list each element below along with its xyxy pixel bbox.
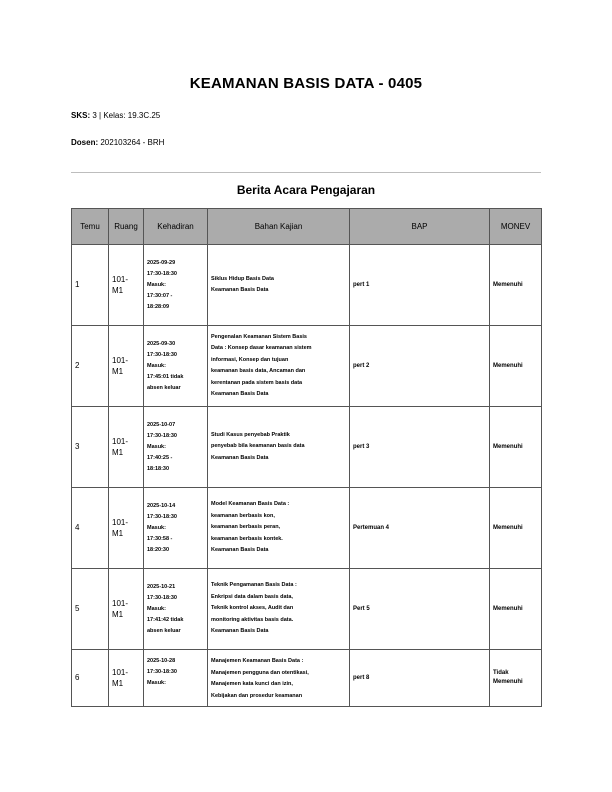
cell-ruang — [109, 326, 144, 407]
cell-temu: 6 — [72, 650, 109, 707]
cell-bahan-kajian-line: Studi Kasus penyebab Praktik — [211, 431, 290, 438]
cell-ruang-line: M1 — [112, 610, 124, 619]
col-header-monev: MONEV — [490, 209, 542, 245]
cell-kehadiran-line: 2025-10-21 — [147, 583, 176, 590]
cell-monev — [490, 407, 542, 488]
cell-kehadiran — [144, 245, 208, 326]
sks-label: SKS: — [71, 111, 91, 120]
cell-monev — [490, 245, 542, 326]
cell-bahan-kajian — [208, 650, 350, 707]
cell-monev — [490, 650, 542, 707]
cell-temu: 4 — [72, 488, 109, 569]
cell-bahan-kajian-line: Pengenalan Keamanan Sistem Basis — [211, 333, 307, 340]
cell-bahan-kajian-line: Keamanan Basis Data — [211, 287, 269, 293]
cell-ruang-line: 101- — [112, 518, 129, 527]
cell-bahan-kajian-line: monitoring aktivitas basis data. — [211, 616, 294, 623]
cell-temu: 2 — [72, 326, 109, 407]
table-row — [72, 245, 542, 326]
cell-bahan-kajian-line: Keamanan Basis Data — [211, 454, 269, 461]
cell-ruang — [109, 488, 144, 569]
dosen-label: Dosen: — [71, 138, 99, 147]
cell-kehadiran-line: absen keluar — [147, 384, 181, 391]
cell-bahan-kajian-line: Teknik kontrol akses, Audit dan — [211, 605, 294, 612]
cell-temu: 3 — [72, 407, 109, 488]
cell-bap: pert 8 — [350, 650, 490, 707]
cell-bahan-kajian-line: Model Keamanan Basis Data : — [211, 501, 290, 508]
cell-ruang-line: 101- — [112, 599, 129, 608]
cell-kehadiran — [144, 326, 208, 407]
cell-monev — [490, 488, 542, 569]
cell-kehadiran-line: 18:20:30 — [147, 546, 170, 553]
page-title: KEAMANAN BASIS DATA - 0405 — [189, 75, 423, 92]
col-header-bap: BAP — [350, 209, 490, 245]
cell-bap: Pert 5 — [350, 569, 490, 650]
cell-kehadiran-line: 2025-10-07 — [147, 421, 176, 428]
cell-monev-line: Memenuhi — [493, 362, 523, 369]
cell-bahan-kajian — [208, 488, 350, 569]
cell-bahan-kajian-line: Enkripsi data dalam basis data, — [211, 593, 293, 600]
cell-bahan-kajian-line: keamanan basis data, Ancaman dan — [211, 368, 306, 374]
cell-kehadiran-line: Masuk: — [147, 443, 166, 450]
cell-kehadiran-line: 17:30-18:30 — [147, 270, 177, 277]
cell-ruang-line: M1 — [112, 367, 124, 376]
sks-kelas-value: 3 | Kelas: 19.3C.25 — [92, 111, 161, 120]
cell-bahan-kajian-line: kerentanan pada sistem basis data — [211, 379, 303, 386]
cell-kehadiran — [144, 488, 208, 569]
cell-kehadiran-line: 2025-09-30 — [147, 340, 176, 347]
cell-kehadiran-line: Masuk: — [147, 281, 166, 288]
cell-ruang — [109, 407, 144, 488]
cell-ruang-line: 101- — [112, 356, 129, 365]
cell-ruang-line: 101- — [112, 275, 129, 284]
cell-ruang-line: M1 — [112, 679, 124, 688]
cell-kehadiran — [144, 569, 208, 650]
cell-bahan-kajian-line: keamanan berbasis peran, — [211, 524, 281, 531]
divider — [71, 172, 541, 173]
cell-monev-line: Memenuhi — [493, 679, 523, 685]
cell-kehadiran-line: 17:30-18:30 — [147, 513, 177, 520]
cell-kehadiran-line: Masuk: — [147, 524, 166, 531]
cell-bap: Pertemuan 4 — [350, 488, 490, 569]
cell-kehadiran-line: 17:30:58 - — [147, 535, 173, 542]
cell-kehadiran-line: 17:30-18:30 — [147, 351, 177, 358]
cell-ruang-line: M1 — [112, 448, 124, 457]
cell-temu: 5 — [72, 569, 109, 650]
col-header-bahan-kajian: Bahan Kajian — [208, 209, 350, 245]
cell-kehadiran-line: 18:28:09 — [147, 303, 170, 310]
cell-monev-line: Tidak — [493, 670, 509, 676]
cell-bahan-kajian-line: Manajemen pengguna dan otentikasi, — [211, 669, 309, 676]
dosen-line — [71, 138, 164, 147]
table-row — [72, 488, 542, 569]
table-row — [72, 407, 542, 488]
cell-bahan-kajian-line: informasi, Konsep dan tujuan — [211, 356, 289, 363]
cell-bahan-kajian-line: Teknik Pengamanan Basis Data : — [211, 582, 297, 589]
cell-ruang — [109, 569, 144, 650]
cell-kehadiran — [144, 407, 208, 488]
cell-kehadiran-line: 17:30-18:30 — [147, 432, 177, 439]
cell-kehadiran-line: 17:41:42 tidak — [147, 616, 184, 623]
section-title: Berita Acara Pengajaran — [236, 183, 376, 197]
cell-kehadiran — [144, 650, 208, 707]
col-header-temu: Temu — [72, 209, 109, 245]
cell-bahan-kajian-line: Keamanan Basis Data — [211, 628, 269, 635]
sks-kelas-line — [71, 111, 160, 120]
cell-bahan-kajian — [208, 245, 350, 326]
table-row — [72, 569, 542, 650]
cell-ruang — [109, 245, 144, 326]
table-body — [72, 245, 542, 707]
cell-ruang-line: 101- — [112, 668, 129, 677]
cell-kehadiran-line: 2025-10-14 — [147, 502, 176, 509]
table-row — [72, 326, 542, 407]
cell-ruang-line: 101- — [112, 437, 129, 446]
cell-bahan-kajian-line: penyebab bila keamanan basis data — [211, 443, 305, 450]
cell-bahan-kajian-line: Data : Konsep dasar keamanan sistem — [211, 345, 312, 351]
cell-bahan-kajian — [208, 569, 350, 650]
cell-kehadiran-line: Masuk: — [147, 680, 166, 686]
cell-bahan-kajian-line: Manajemen kata kunci dan izin, — [211, 681, 293, 687]
dosen-value: 202103264 - BRH — [100, 138, 165, 147]
cell-monev-line: Memenuhi — [493, 605, 523, 612]
bap-table — [71, 208, 542, 707]
cell-kehadiran-line: Masuk: — [147, 605, 166, 612]
cell-bahan-kajian — [208, 407, 350, 488]
cell-bahan-kajian-line: Keamanan Basis Data — [211, 547, 269, 554]
cell-monev-line: Memenuhi — [493, 443, 523, 450]
cell-kehadiran-line: absen keluar — [147, 627, 181, 634]
cell-temu: 1 — [72, 245, 109, 326]
cell-bahan-kajian-line: Siklus Hidup Basis Data — [211, 275, 274, 282]
cell-kehadiran-line: 17:40:25 - — [147, 454, 173, 461]
cell-kehadiran-line: 17:45:01 tidak — [147, 373, 184, 380]
cell-kehadiran-line: 17:30-18:30 — [147, 669, 177, 675]
cell-bahan-kajian-line: keamanan berbasis kontek. — [211, 535, 283, 542]
cell-bahan-kajian-line: Kebijakan dan prosedur keamanan — [211, 692, 303, 699]
cell-kehadiran-line: 17:30-18:30 — [147, 594, 177, 601]
cell-bahan-kajian — [208, 326, 350, 407]
cell-bap: pert 2 — [350, 326, 490, 407]
cell-ruang-line: M1 — [112, 286, 124, 295]
cell-monev-line: Memenuhi — [493, 281, 523, 288]
cell-kehadiran-line: 18:18:30 — [147, 465, 170, 472]
table-header-row — [72, 209, 542, 245]
cell-ruang — [109, 650, 144, 707]
cell-bahan-kajian-line: Keamanan Basis Data — [211, 391, 269, 397]
cell-monev — [490, 326, 542, 407]
cell-kehadiran-line: 2025-09-29 — [147, 259, 176, 266]
cell-ruang-line: M1 — [112, 529, 124, 538]
cell-bahan-kajian-line: Manajemen Keamanan Basis Data : — [211, 658, 304, 664]
cell-bap: pert 3 — [350, 407, 490, 488]
col-header-ruang: Ruang — [109, 209, 144, 245]
table-row — [72, 650, 542, 707]
cell-monev — [490, 569, 542, 650]
cell-bap: pert 1 — [350, 245, 490, 326]
cell-kehadiran-line: 17:30:07 - — [147, 292, 173, 299]
cell-bahan-kajian-line: keamanan berbasis kon, — [211, 512, 275, 519]
cell-kehadiran-line: Masuk: — [147, 362, 166, 369]
col-header-kehadiran: Kehadiran — [144, 209, 208, 245]
cell-kehadiran-line: 2025-10-28 — [147, 658, 176, 664]
cell-monev-line: Memenuhi — [493, 524, 523, 531]
